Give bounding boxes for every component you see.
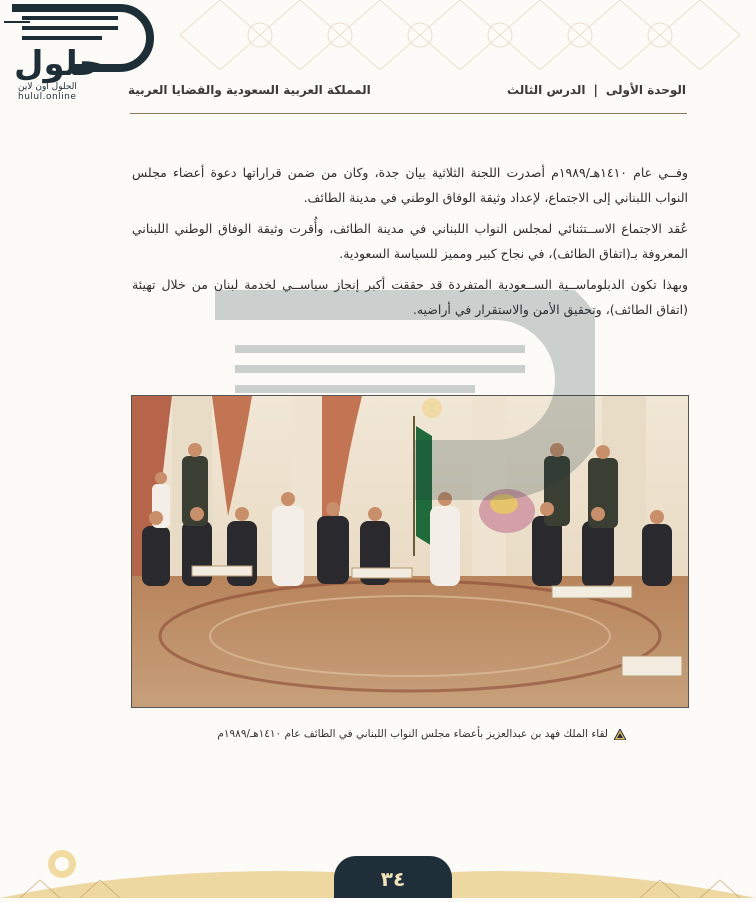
logo-word: حلول [14, 44, 104, 84]
logo-arabic-sub: الحلول اون لاين [18, 82, 77, 92]
photo-illustration [132, 396, 688, 707]
logo-latin-sub: hulul.online [18, 92, 77, 102]
logo-subtitle [18, 82, 128, 102]
footer-ornament-icon [42, 842, 82, 882]
photo-caption [180, 728, 626, 740]
page-header [128, 78, 686, 102]
paragraph-1: وفــي عام ١٤١٠هـ/١٩٨٩م أصدرت اللجنة الثلاثية بيان جدة، وكان من ضمن قراراتها دعوة أعضاء مجلس النواب اللبناني إلى الاجتماع، لإعداد وثيقة الوفاق الوطني في مدينة الطائف. [132, 165, 688, 205]
paragraph-3: وبهذا تكون الدبلوماســية الســعودية المتفردة قد حققت أكبر إنجاز سياســي لخدمة لبنان من خلال تهيئة (اتفاق الطائف)، وتحقيق الأمن والاستقرار في أراضيه. [132, 277, 688, 317]
caption-triangle-icon [614, 729, 626, 740]
page-number: ٣٤ [334, 856, 452, 898]
header-separator: | [593, 83, 598, 97]
lesson-text [132, 160, 688, 328]
lesson-title: الدرس الثالث [507, 83, 586, 97]
lesson-topic: المملكة العربية السعودية والقضايا العربية [128, 83, 371, 97]
caption-text: لقاء الملك فهد بن عبدالعزيز بأعضاء مجلس النواب اللبناني في الطائف عام ١٤١٠هـ/١٩٨٩م [217, 728, 608, 740]
historic-photo [131, 395, 689, 708]
header-divider [130, 113, 687, 114]
unit-title: الوحدة الأولى [605, 83, 686, 97]
paragraph-2: عُقد الاجتماع الاســتثنائي لمجلس النواب اللبناني في مدينة الطائف، وأُقرت وثيقة الوفاق الوطني اللبناني المعروفة بـ(اتفاق الطائف)، في نجاح كبير ومميز للسياسة السعودية. [132, 221, 688, 261]
